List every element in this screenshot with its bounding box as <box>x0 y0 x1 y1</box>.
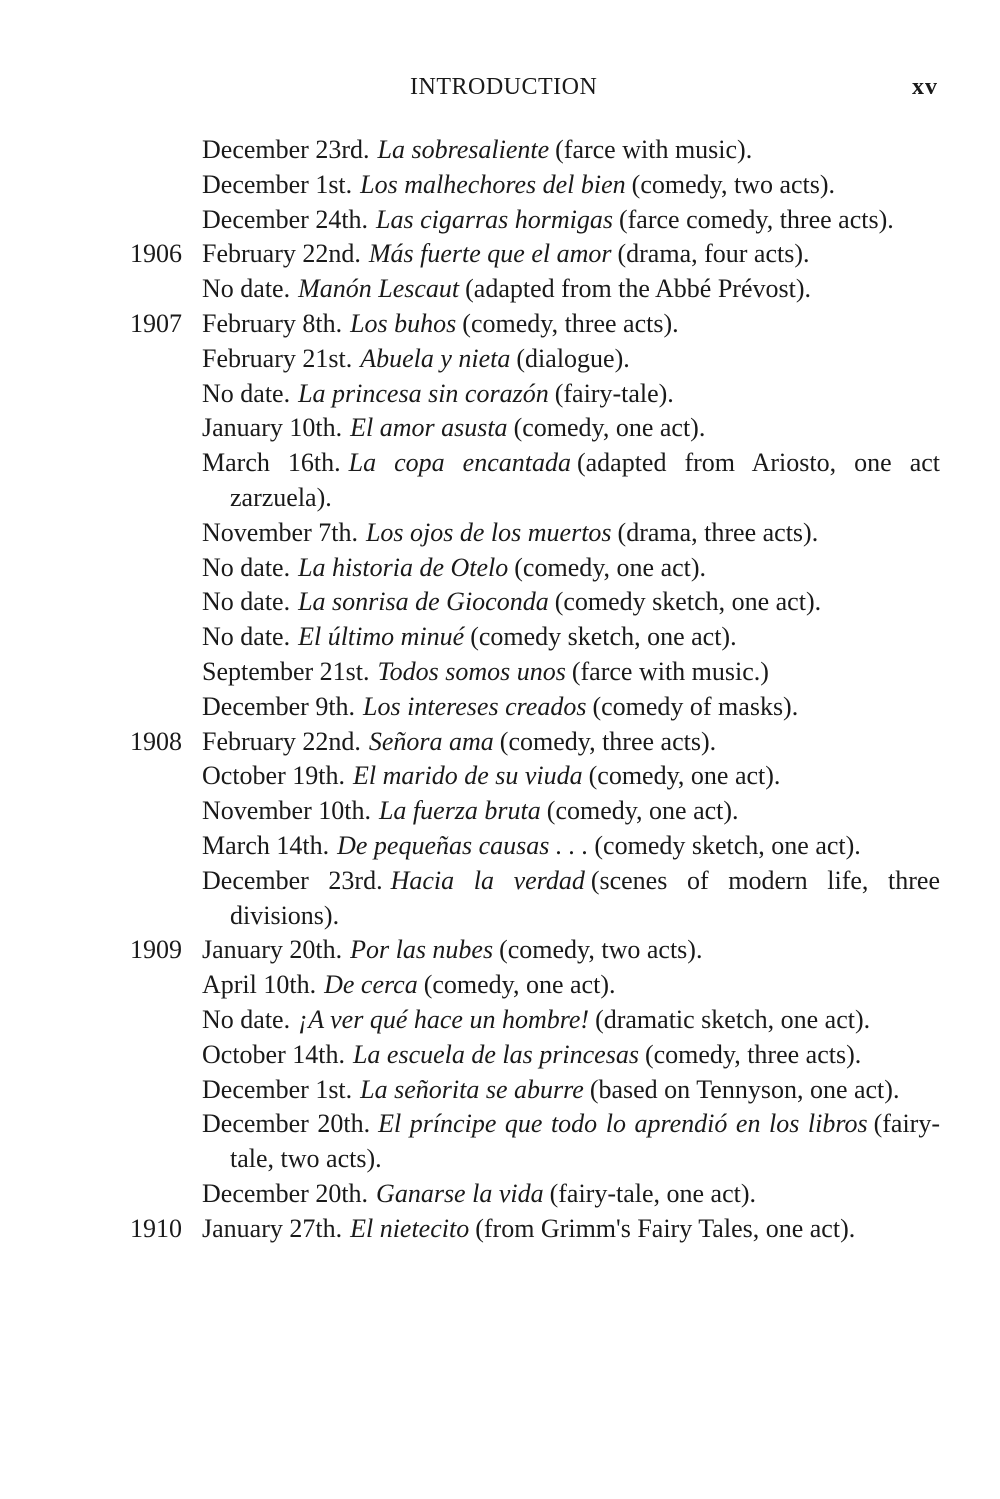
entry-date: December 9th. <box>202 691 356 721</box>
entry-date: January 10th. <box>202 413 343 443</box>
entry-text <box>202 864 940 934</box>
entry-description: (fairy-tale, one act). <box>549 1178 757 1208</box>
entry-description: (fairy-tale). <box>554 378 674 408</box>
entry-text <box>202 933 940 968</box>
entry-text <box>202 446 940 516</box>
entry-year <box>130 794 202 829</box>
entry-description: (comedy, two acts). <box>631 169 836 199</box>
list-item <box>130 690 940 725</box>
entry-title: Todos somos unos <box>377 656 566 686</box>
entry-description: (drama, four acts). <box>617 239 810 269</box>
entry-date: December 1st. <box>202 169 353 199</box>
page-number: xv <box>912 74 938 100</box>
list-item <box>130 1177 940 1212</box>
entry-date: April 10th. <box>202 970 317 1000</box>
entry-text <box>202 1177 940 1212</box>
entry-title: Por las nubes <box>350 935 494 965</box>
entry-date: November 10th. <box>202 796 371 826</box>
entry-title: ¡A ver qué hace un hombre! <box>298 1004 590 1034</box>
list-item <box>130 620 940 655</box>
entry-date: February 22nd. <box>202 726 361 756</box>
entry-year <box>130 620 202 655</box>
list-item <box>130 794 940 829</box>
entry-text <box>202 237 940 272</box>
entry-title: De cerca <box>324 970 418 1000</box>
entry-year <box>130 551 202 586</box>
list-item <box>130 342 940 377</box>
entry-title: La escuela de las princesas <box>352 1039 639 1069</box>
entry-text <box>202 1003 940 1038</box>
entry-date: December 20th. <box>202 1178 369 1208</box>
entry-description: (dramatic sketch, one act). <box>595 1004 871 1034</box>
entry-description: (scenes of modern life, three divisions). <box>230 865 940 930</box>
list-item <box>130 133 940 168</box>
entry-date: December 23rd. <box>202 865 383 895</box>
entry-year <box>130 585 202 620</box>
entry-year <box>130 272 202 307</box>
entry-year <box>130 1003 202 1038</box>
entry-text <box>202 829 940 864</box>
entry-title: Los malhechores del bien <box>360 169 626 199</box>
entry-text <box>202 1212 940 1247</box>
entry-text <box>202 1073 940 1108</box>
list-item <box>130 272 940 307</box>
entry-title: Ganarse la vida <box>376 1178 544 1208</box>
entry-date: No date. <box>202 1004 291 1034</box>
entry-date: December 24th. <box>202 204 369 234</box>
entry-date: February 22nd. <box>202 239 361 269</box>
entry-text <box>202 272 940 307</box>
entry-title: Los intereses creados <box>363 691 587 721</box>
entry-text <box>202 203 940 238</box>
list-item <box>130 551 940 586</box>
entry-description: (based on Tennyson, one act). <box>589 1074 900 1104</box>
entry-date: December 20th. <box>202 1109 371 1139</box>
entry-description: (comedy, one act). <box>546 796 739 826</box>
entry-title: Hacia la verdad <box>390 865 585 895</box>
entry-title: La sonrisa de Gioconda <box>298 587 549 617</box>
list-item <box>130 1073 940 1108</box>
list-item <box>130 933 940 968</box>
entry-title: La princesa sin corazón <box>298 378 549 408</box>
list-item <box>130 446 940 516</box>
entry-year <box>130 690 202 725</box>
entry-description: (comedy, one act). <box>514 552 707 582</box>
entry-text <box>202 551 940 586</box>
entry-year <box>130 655 202 690</box>
entry-text <box>202 342 940 377</box>
entry-year <box>130 1073 202 1108</box>
entry-date: February 21st. <box>202 343 353 373</box>
entry-title: Manón Lescaut <box>298 274 460 304</box>
entry-text <box>202 377 940 412</box>
entry-description: (comedy, two acts). <box>499 935 703 965</box>
entry-year <box>130 968 202 1003</box>
entry-date: March 14th. <box>202 830 330 860</box>
page-header <box>0 70 1000 110</box>
entry-title: La señorita se aburre <box>360 1074 584 1104</box>
list-item <box>130 1107 940 1177</box>
entry-date: No date. <box>202 622 291 652</box>
entry-title: Abuela y nieta <box>360 343 511 373</box>
list-item <box>130 411 940 446</box>
list-item <box>130 1212 940 1247</box>
entry-text <box>202 133 940 168</box>
entry-description: (comedy sketch, one act). <box>554 587 822 617</box>
entry-description: (comedy of masks). <box>592 691 799 721</box>
entry-description: (adapted from Ariosto, one act zarzuela). <box>230 448 941 512</box>
entry-date: February 8th. <box>202 308 343 338</box>
list-item <box>130 829 940 864</box>
entry-description: (comedy, three acts). <box>499 726 717 756</box>
entry-date: January 27th. <box>202 1213 343 1243</box>
entry-description: (comedy, one act). <box>588 761 781 791</box>
list-item <box>130 585 940 620</box>
list-item <box>130 759 940 794</box>
entry-description: (farce with music). <box>555 135 753 164</box>
entry-description: (drama, three acts). <box>617 517 819 547</box>
entry-year <box>130 829 202 864</box>
list-item <box>130 203 940 238</box>
entry-description: (fairy-tale, two acts). <box>230 1109 940 1174</box>
list-item <box>130 968 940 1003</box>
entry-year <box>130 133 202 168</box>
list-item <box>130 725 940 760</box>
entry-text <box>202 307 940 342</box>
entry-text <box>202 1107 940 1177</box>
entry-title: El nietecito <box>350 1213 470 1243</box>
entry-date: December 1st. <box>202 1074 353 1104</box>
entry-date: November 7th. <box>202 517 358 547</box>
entry-title: Señora ama <box>368 726 494 756</box>
entry-date: December 23rd. <box>202 135 370 164</box>
chronology-list <box>130 133 940 1247</box>
entry-date: October 14th. <box>202 1039 345 1069</box>
entry-description: (comedy sketch, one act). <box>470 622 737 652</box>
entry-title: La sobresaliente <box>377 135 550 164</box>
entry-description: (comedy, one act). <box>423 970 616 1000</box>
entry-date: No date. <box>202 378 291 408</box>
entry-title: Los buhos <box>350 308 457 338</box>
entry-year <box>130 864 202 934</box>
entry-title: El marido de su viuda <box>352 761 583 791</box>
entry-title: El príncipe que todo lo aprendió en los libros <box>378 1109 868 1139</box>
entry-title: La historia de Otelo <box>298 552 509 582</box>
entry-description: (comedy, three acts). <box>644 1039 862 1069</box>
entry-year: 1907 <box>130 308 182 338</box>
list-item <box>130 516 940 551</box>
entry-title: Las cigarras hormigas <box>376 204 613 234</box>
list-item <box>130 1038 940 1073</box>
entry-title: El amor asusta <box>350 413 508 443</box>
entry-text <box>202 585 940 620</box>
entry-date: January 20th. <box>202 935 343 965</box>
entry-title: El último minué <box>298 622 465 652</box>
entry-description: (dialogue). <box>516 343 630 373</box>
running-title: INTRODUCTION <box>410 74 598 100</box>
entry-text <box>202 968 940 1003</box>
entry-year <box>130 759 202 794</box>
list-item <box>130 1003 940 1038</box>
entry-text <box>202 759 940 794</box>
entry-date: September 21st. <box>202 656 370 686</box>
entry-date: March 16th. <box>202 448 341 478</box>
entry-year: 1909 <box>130 935 182 965</box>
list-item <box>130 864 940 934</box>
entry-text <box>202 725 940 760</box>
entry-title: De pequeñas causas . . . <box>337 830 589 860</box>
list-item <box>130 168 940 203</box>
entry-year: 1906 <box>130 239 182 269</box>
entry-year: 1908 <box>130 726 182 756</box>
entry-year <box>130 1038 202 1073</box>
entry-description: (farce comedy, three acts). <box>618 204 894 234</box>
entry-text <box>202 516 940 551</box>
entry-description: (from Grimm's Fairy Tales, one act). <box>475 1213 856 1243</box>
entry-description: (comedy sketch, one act). <box>594 830 861 860</box>
entry-year <box>130 377 202 412</box>
entry-year <box>130 411 202 446</box>
entry-date: No date. <box>202 587 291 617</box>
list-item <box>130 237 940 272</box>
entry-year <box>130 516 202 551</box>
entry-date: No date. <box>202 274 291 304</box>
entry-text <box>202 655 940 690</box>
entry-text <box>202 690 940 725</box>
entry-year <box>130 342 202 377</box>
entry-title: La copa encantada <box>348 448 571 478</box>
entry-year <box>130 1107 202 1177</box>
list-item <box>130 655 940 690</box>
list-item <box>130 377 940 412</box>
entry-title: Los ojos de los muertos <box>365 517 612 547</box>
entry-year <box>130 446 202 516</box>
entry-text <box>202 1038 940 1073</box>
list-item <box>130 307 940 342</box>
entry-year <box>130 168 202 203</box>
entry-description: (comedy, one act). <box>513 413 706 443</box>
entry-year: 1910 <box>130 1213 182 1243</box>
entry-text <box>202 168 940 203</box>
entry-date: October 19th. <box>202 761 345 791</box>
entry-description: (farce with music.) <box>571 656 769 686</box>
entry-text <box>202 411 940 446</box>
entry-date: No date. <box>202 552 291 582</box>
entry-text <box>202 620 940 655</box>
entry-title: Más fuerte que el amor <box>368 239 612 269</box>
entry-title: La fuerza bruta <box>378 796 541 826</box>
entry-year <box>130 203 202 238</box>
entry-description: (adapted from the Abbé Prévost). <box>465 274 811 304</box>
entry-year <box>130 1177 202 1212</box>
entry-text <box>202 794 940 829</box>
entry-description: (comedy, three acts). <box>462 308 679 338</box>
